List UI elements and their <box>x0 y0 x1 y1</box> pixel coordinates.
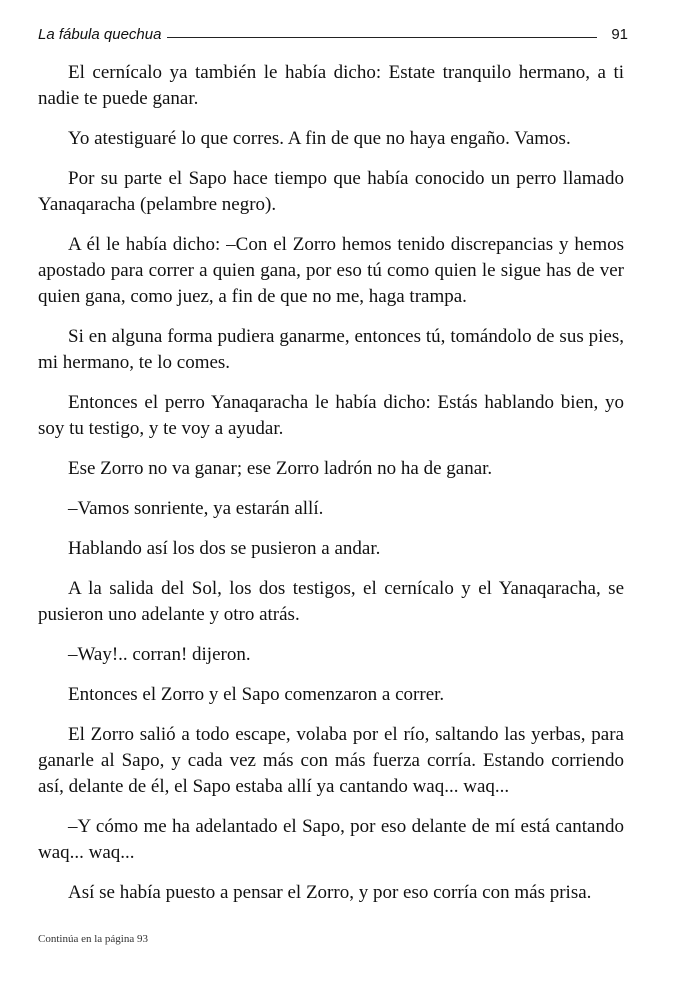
paragraph: Por su parte el Sapo hace tiempo que había conocido un perro llamado Yanaqaracha (pelambre negro). <box>38 168 624 215</box>
running-header <box>38 22 628 46</box>
paragraph: Entonces el perro Yanaqaracha le había dicho: Estás hablando bien, yo soy tu testigo, y te voy a ayudar. <box>38 392 624 439</box>
paragraph: Yo atestiguaré lo que corres. A fin de que no haya engaño. Vamos. <box>68 128 571 149</box>
continuation-note: Continúa en la página 93 <box>38 933 148 945</box>
paragraph: El Zorro salió a todo escape, volaba por el río, saltando las yerbas, para ganarle al Sapo, y cada vez más con más fuerza corría. Estando corriendo así, delante de él, el Sapo estaba allí ya cantando waq... waq... <box>38 724 624 797</box>
paragraph: –Vamos sonriente, ya estarán allí. <box>68 498 324 519</box>
header-title: La fábula quechua <box>38 25 162 43</box>
paragraph: –Way!.. corran! dijeron. <box>68 644 251 665</box>
paragraph: Hablando así los dos se pusieron a andar. <box>68 538 381 559</box>
paragraph: –Y cómo me ha adelantado el Sapo, por eso delante de mí está cantando waq... waq... <box>38 816 624 863</box>
paragraph: Si en alguna forma pudiera ganarme, entonces tú, tomándolo de sus pies, mi hermano, te lo comes. <box>38 326 624 373</box>
paragraph: A la salida del Sol, los dos testigos, el cernícalo y el Yanaqaracha, se pusieron uno adelante y otro atrás. <box>38 578 624 625</box>
page-number: 91 <box>611 25 628 43</box>
header-rule <box>167 37 597 38</box>
paragraph: El cernícalo ya también le había dicho: Estate tranquilo hermano, a ti nadie te puede ganar. <box>38 62 624 109</box>
paragraph: A él le había dicho: –Con el Zorro hemos tenido discrepancias y hemos apostado para correr a quien gana, por eso tú como quien le sigue has de ver quien gana, como juez, a fin de que no me, haga trampa. <box>38 234 624 307</box>
paragraph: Entonces el Zorro y el Sapo comenzaron a correr. <box>68 684 445 705</box>
paragraph: Así se había puesto a pensar el Zorro, y por eso corría con más prisa. <box>68 882 592 903</box>
body-text <box>38 60 624 920</box>
paragraph: Ese Zorro no va ganar; ese Zorro ladrón no ha de ganar. <box>68 458 493 479</box>
